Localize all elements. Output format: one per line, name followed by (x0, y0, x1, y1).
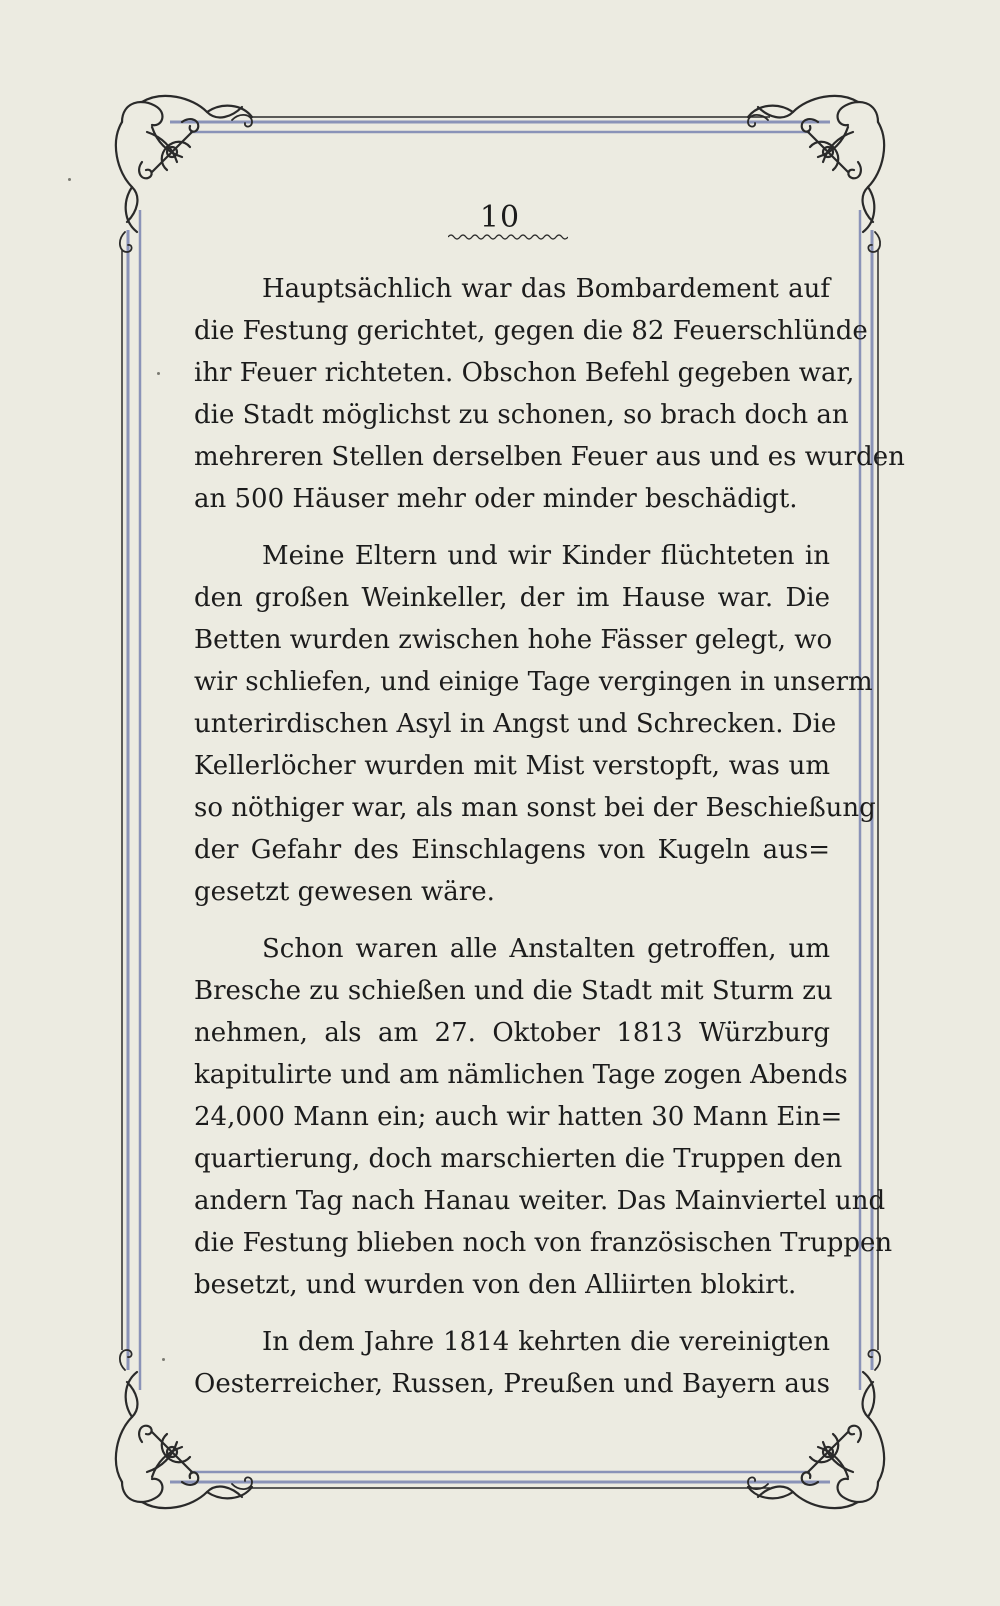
text-line: 24,000 Mann ein; auch wir hatten 30 Mann Ein= (194, 1102, 843, 1132)
paper-speck (157, 372, 160, 375)
body-text (194, 268, 905, 1405)
text-line: Schon waren alle Anstalten getroffen, um (262, 934, 830, 964)
text-line: die Stadt möglichst zu schonen, so brach doch an (194, 400, 849, 430)
text-line: unterirdischen Asyl in Angst und Schrecken. Die (194, 709, 837, 739)
text-line: Meine Eltern und wir Kinder flüchteten in (262, 541, 830, 571)
text-line: so nöthiger war, als man sonst bei der Beschießung (194, 793, 876, 823)
text-line: Betten wurden zwischen hohe Fässer gelegt, wo (194, 625, 833, 655)
wave-rule (448, 232, 568, 242)
text-line: die Festung gerichtet, gegen die 82 Feuerschlünde (194, 316, 868, 346)
text-line: Kellerlöcher wurden mit Mist verstopft, was um (194, 751, 830, 781)
text-line: nehmen, als am 27. Oktober 1813 Würzburg (194, 1018, 830, 1048)
text-line: die Festung blieben noch von französischen Truppen (194, 1228, 893, 1258)
paragraph (194, 268, 905, 520)
text-line: Hauptsächlich war das Bombardement auf (262, 274, 830, 304)
text-line: In dem Jahre 1814 kehrten die vereinigten (262, 1327, 830, 1357)
text-line: quartierung, doch marschierten die Truppen den (194, 1144, 843, 1174)
text-line: der Gefahr des Einschlagens von Kugeln aus= (194, 835, 830, 865)
text-line: Bresche zu schießen und die Stadt mit Sturm zu (194, 976, 833, 1006)
paragraph (194, 535, 876, 913)
text-line: Oesterreicher, Russen, Preußen und Bayern aus (194, 1369, 830, 1399)
text-line: andern Tag nach Hanau weiter. Das Mainviertel und (194, 1186, 886, 1216)
text-line: besetzt, und wurden von den Alliirten blokirt. (194, 1270, 797, 1300)
paragraph (194, 928, 893, 1306)
text-line: gesetzt gewesen wäre. (194, 877, 495, 907)
text-line: wir schliefen, und einige Tage vergingen in unserm (194, 667, 873, 697)
paper-speck (68, 178, 71, 181)
text-line: mehreren Stellen derselben Feuer aus und es wurden (194, 442, 905, 472)
text-line: den großen Weinkeller, der im Hause war. Die (194, 583, 830, 613)
paragraph (194, 1321, 830, 1405)
paper-speck (162, 1358, 165, 1361)
text-line: kapitulirte und am nämlichen Tage zogen Abends (194, 1060, 848, 1090)
page-number: 10 (479, 200, 521, 235)
text-line: ihr Feuer richteten. Obschon Befehl gegeben war, (194, 358, 855, 388)
text-line: an 500 Häuser mehr oder minder beschädigt. (194, 484, 798, 514)
